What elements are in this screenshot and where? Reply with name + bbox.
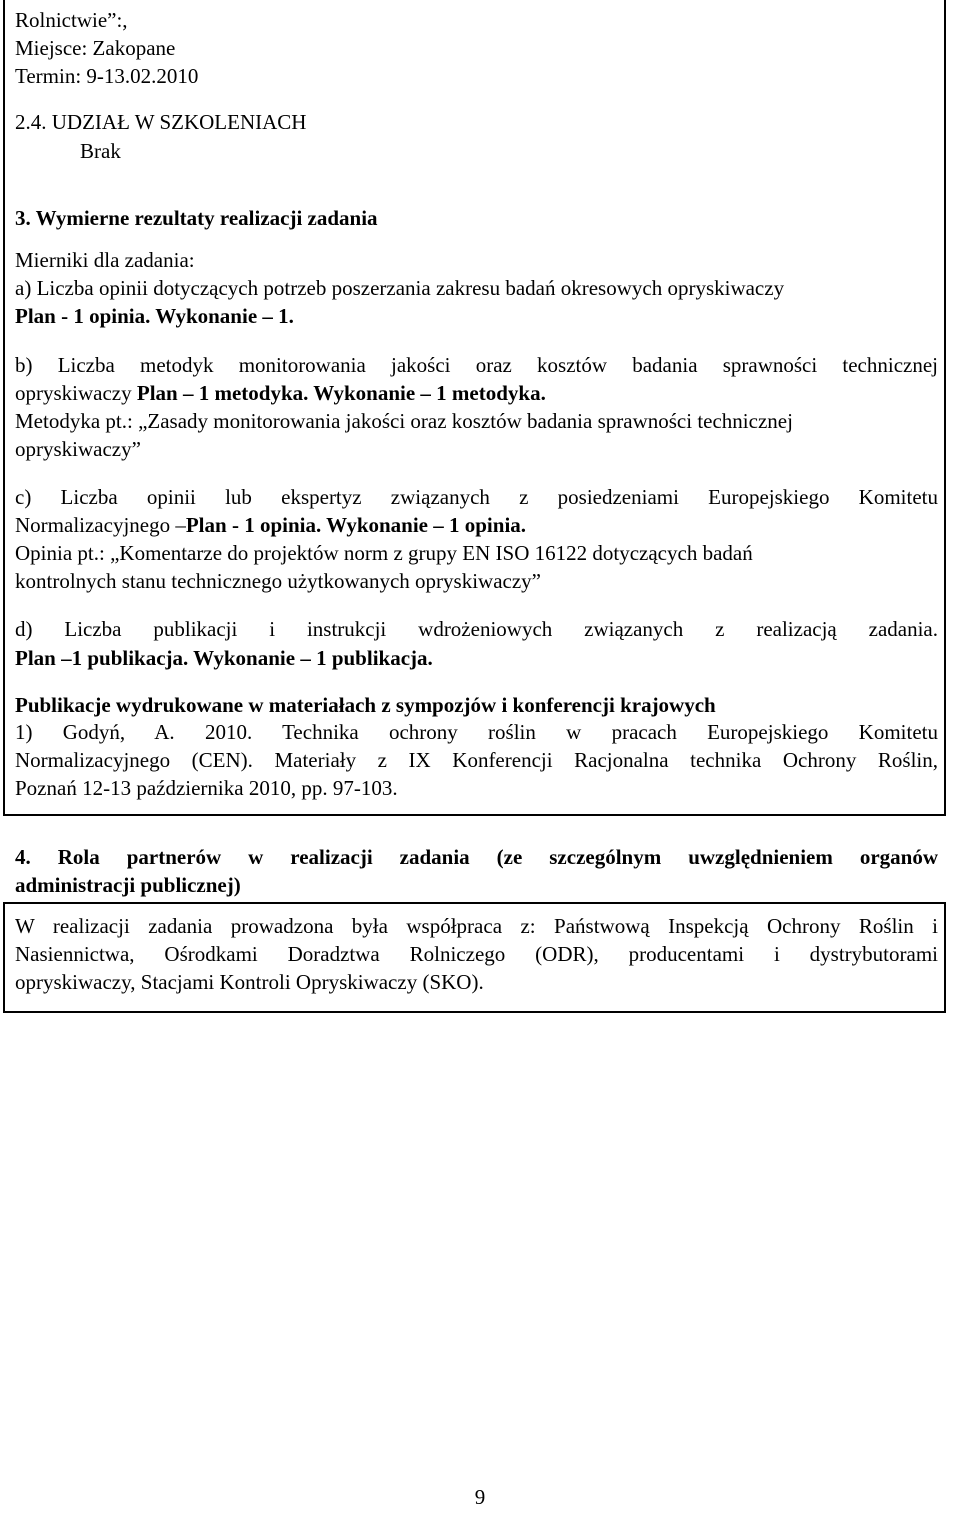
page-number: 9 bbox=[474, 1485, 486, 1509]
partners-line-1: W realizacji zadania prowadzona była współpraca z: Państwową Inspekcją Ochrony Roślin i bbox=[15, 914, 938, 938]
item-c-line1: c) Liczba opinii lub ekspertyz związanych z posiedzeniami Europejskiego Komitetu bbox=[15, 485, 938, 509]
item-c-opinia-cont: kontrolnych stanu technicznego użytkowanych opryskiwaczy” bbox=[15, 569, 541, 593]
item-c-opinia: Opinia pt.: „Komentarze do projektów norm z grupy EN ISO 16122 dotyczących badań bbox=[15, 541, 753, 565]
partners-line-3: opryskiwaczy, Stacjami Kontroli Opryskiwaczy (SKO). bbox=[15, 970, 484, 994]
item-b-line1: b) Liczba metodyk monitorowania jakości oraz kosztów badania sprawności technicznej bbox=[15, 353, 938, 377]
section-4-title-line2: administracji publicznej) bbox=[15, 873, 241, 897]
item-d-result: Plan –1 publikacja. Wykonanie – 1 publikacja. bbox=[15, 646, 433, 670]
header-location: Miejsce: Zakopane bbox=[15, 36, 176, 60]
section-2-4-body: Brak bbox=[80, 139, 121, 163]
item-d-line1: d) Liczba publikacji i instrukcji wdrożeniowych związanych z realizacją zadania. bbox=[15, 617, 938, 641]
header-date: Termin: 9-13.02.2010 bbox=[15, 64, 199, 88]
section-2-4-title: 2.4. UDZIAŁ W SZKOLENIACH bbox=[15, 110, 307, 134]
publication-line-1: 1) Godyń, A. 2010. Technika ochrony roślin w pracach Europejskiego Komitetu bbox=[15, 720, 938, 744]
section-3-title: 3. Wymierne rezultaty realizacji zadania bbox=[15, 206, 378, 230]
item-b-metodyka-cont: opryskiwaczy” bbox=[15, 437, 141, 461]
partners-line-2: Nasiennictwa, Ośrodkami Doradztwa Rolniczego (ODR), producentami i dystrybutorami bbox=[15, 942, 938, 966]
header-line-1: Rolnictwie”:, bbox=[15, 8, 128, 32]
item-c-line2: Normalizacyjnego –Plan - 1 opinia. Wykonanie – 1 opinia. bbox=[15, 513, 527, 537]
publication-line-2: Normalizacyjnego (CEN). Materiały z IX Konferencji Racjonalna technika Ochrony Roślin, bbox=[15, 748, 938, 772]
publications-heading: Publikacje wydrukowane w materiałach z sympozjów i konferencji krajowych bbox=[15, 693, 716, 717]
item-b-metodyka: Metodyka pt.: „Zasady monitorowania jakości oraz kosztów badania sprawności technicznej bbox=[15, 409, 793, 433]
mierniki-label: Mierniki dla zadania: bbox=[15, 248, 195, 272]
item-a-result: Plan - 1 opinia. Wykonanie – 1. bbox=[15, 304, 294, 328]
section-4-title-line1: 4. Rola partnerów w realizacji zadania (ze szczególnym uwzględnieniem organów bbox=[15, 845, 938, 869]
publication-line-3: Poznań 12-13 października 2010, pp. 97-103. bbox=[15, 776, 398, 800]
item-a-text: a) Liczba opinii dotyczących potrzeb poszerzania zakresu badań okresowych opryskiwaczy bbox=[15, 276, 785, 300]
item-b-line2: opryskiwaczy Plan – 1 metodyka. Wykonanie – 1 metodyka. bbox=[15, 381, 546, 405]
